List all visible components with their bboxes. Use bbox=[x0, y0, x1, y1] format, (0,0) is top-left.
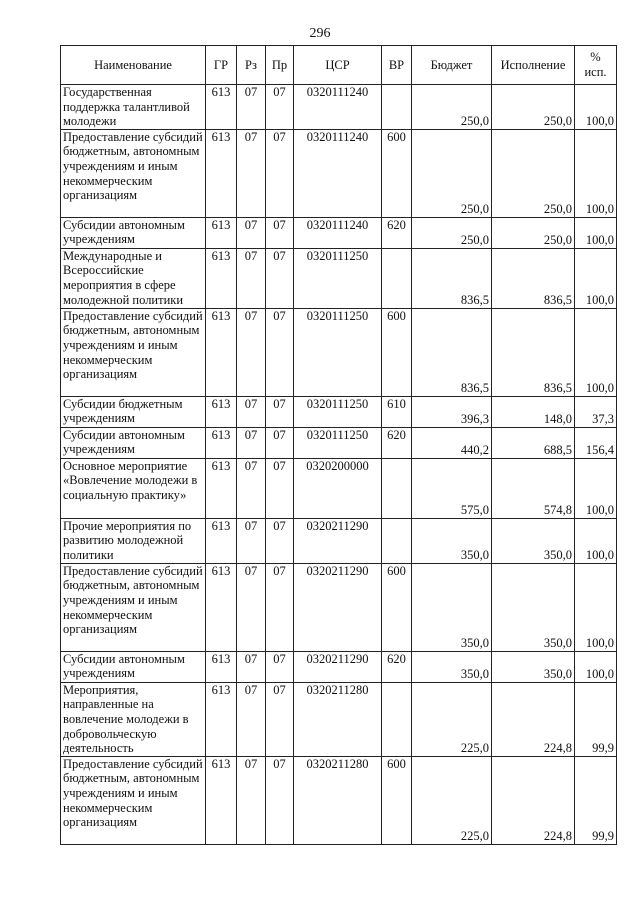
header-pr: Пр bbox=[266, 46, 294, 85]
row-pr: 07 bbox=[266, 396, 294, 427]
row-name: Государственная поддержка талантливой молодежи bbox=[61, 85, 206, 130]
row-pr: 07 bbox=[266, 85, 294, 130]
table-row bbox=[61, 518, 617, 563]
table-row bbox=[61, 396, 617, 427]
table-row bbox=[61, 427, 617, 458]
row-pr: 07 bbox=[266, 129, 294, 217]
row-vr: 600 bbox=[382, 308, 412, 396]
row-percent: 100,0 bbox=[575, 458, 617, 518]
row-percent: 100,0 bbox=[575, 651, 617, 682]
row-budget: 836,5 bbox=[412, 248, 492, 308]
row-percent: 100,0 bbox=[575, 217, 617, 248]
row-pr: 07 bbox=[266, 756, 294, 844]
table-row bbox=[61, 682, 617, 756]
row-execution: 350,0 bbox=[492, 518, 575, 563]
row-name: Основное мероприятие «Вовлечение молодежи в социальную практику» bbox=[61, 458, 206, 518]
row-name: Субсидии автономным учреждениям bbox=[61, 217, 206, 248]
row-vr bbox=[382, 682, 412, 756]
row-pr: 07 bbox=[266, 682, 294, 756]
table-row bbox=[61, 248, 617, 308]
header-row bbox=[61, 46, 617, 85]
row-vr: 620 bbox=[382, 651, 412, 682]
row-budget: 350,0 bbox=[412, 518, 492, 563]
row-budget: 440,2 bbox=[412, 427, 492, 458]
row-execution: 224,8 bbox=[492, 682, 575, 756]
row-budget: 836,5 bbox=[412, 308, 492, 396]
row-gr: 613 bbox=[206, 85, 237, 130]
row-name: Субсидии автономным учреждениям bbox=[61, 427, 206, 458]
row-vr bbox=[382, 248, 412, 308]
row-name: Предоставление субсидий бюджетным, автономным учреждениям и иным некоммерческим организациям bbox=[61, 756, 206, 844]
row-vr: 600 bbox=[382, 756, 412, 844]
row-vr: 620 bbox=[382, 427, 412, 458]
row-vr bbox=[382, 85, 412, 130]
row-percent: 37,3 bbox=[575, 396, 617, 427]
row-gr: 613 bbox=[206, 518, 237, 563]
header-name: Наименование bbox=[61, 46, 206, 85]
table-row bbox=[61, 308, 617, 396]
row-percent: 99,9 bbox=[575, 682, 617, 756]
row-csr: 0320111240 bbox=[294, 85, 382, 130]
table-row bbox=[61, 651, 617, 682]
table-row bbox=[61, 458, 617, 518]
row-percent: 99,9 bbox=[575, 756, 617, 844]
budget-table bbox=[60, 45, 617, 845]
row-rz: 07 bbox=[237, 85, 266, 130]
header-rz: Рз bbox=[237, 46, 266, 85]
row-gr: 613 bbox=[206, 563, 237, 651]
table-row bbox=[61, 217, 617, 248]
row-execution: 250,0 bbox=[492, 129, 575, 217]
row-gr: 613 bbox=[206, 396, 237, 427]
row-csr: 0320211290 bbox=[294, 563, 382, 651]
row-name: Субсидии автономным учреждениям bbox=[61, 651, 206, 682]
row-name: Субсидии бюджетным учреждениям bbox=[61, 396, 206, 427]
row-pr: 07 bbox=[266, 248, 294, 308]
table-row bbox=[61, 85, 617, 130]
row-percent: 100,0 bbox=[575, 308, 617, 396]
row-csr: 0320211290 bbox=[294, 651, 382, 682]
row-csr: 0320211290 bbox=[294, 518, 382, 563]
row-vr bbox=[382, 458, 412, 518]
row-gr: 613 bbox=[206, 248, 237, 308]
row-percent: 100,0 bbox=[575, 248, 617, 308]
row-pr: 07 bbox=[266, 217, 294, 248]
header-gr: ГР bbox=[206, 46, 237, 85]
row-rz: 07 bbox=[237, 756, 266, 844]
row-pr: 07 bbox=[266, 308, 294, 396]
row-budget: 250,0 bbox=[412, 129, 492, 217]
row-execution: 250,0 bbox=[492, 217, 575, 248]
row-csr: 0320111250 bbox=[294, 396, 382, 427]
row-gr: 613 bbox=[206, 651, 237, 682]
row-name: Прочие мероприятия по развитию молодежной политики bbox=[61, 518, 206, 563]
row-name: Международные и Всероссийские мероприятия в сфере молодежной политики bbox=[61, 248, 206, 308]
row-budget: 225,0 bbox=[412, 756, 492, 844]
row-rz: 07 bbox=[237, 682, 266, 756]
row-rz: 07 bbox=[237, 217, 266, 248]
row-execution: 836,5 bbox=[492, 248, 575, 308]
row-execution: 836,5 bbox=[492, 308, 575, 396]
row-pr: 07 bbox=[266, 651, 294, 682]
row-gr: 613 bbox=[206, 458, 237, 518]
header-percent bbox=[575, 46, 617, 85]
header-budget: Бюджет bbox=[412, 46, 492, 85]
row-csr: 0320111250 bbox=[294, 248, 382, 308]
row-csr: 0320111240 bbox=[294, 217, 382, 248]
row-csr: 0320111250 bbox=[294, 308, 382, 396]
row-execution: 350,0 bbox=[492, 563, 575, 651]
table-row bbox=[61, 756, 617, 844]
row-execution: 148,0 bbox=[492, 396, 575, 427]
row-budget: 396,3 bbox=[412, 396, 492, 427]
row-rz: 07 bbox=[237, 458, 266, 518]
row-vr: 600 bbox=[382, 129, 412, 217]
row-budget: 225,0 bbox=[412, 682, 492, 756]
row-percent: 156,4 bbox=[575, 427, 617, 458]
row-budget: 250,0 bbox=[412, 217, 492, 248]
row-csr: 0320111250 bbox=[294, 427, 382, 458]
header-csr: ЦСР bbox=[294, 46, 382, 85]
row-csr: 0320111240 bbox=[294, 129, 382, 217]
row-name: Предоставление субсидий бюджетным, автономным учреждениям и иным некоммерческим организациям bbox=[61, 563, 206, 651]
row-vr bbox=[382, 518, 412, 563]
row-gr: 613 bbox=[206, 129, 237, 217]
row-rz: 07 bbox=[237, 248, 266, 308]
row-execution: 250,0 bbox=[492, 85, 575, 130]
row-gr: 613 bbox=[206, 682, 237, 756]
row-rz: 07 bbox=[237, 427, 266, 458]
row-execution: 224,8 bbox=[492, 756, 575, 844]
row-percent: 100,0 bbox=[575, 85, 617, 130]
row-gr: 613 bbox=[206, 756, 237, 844]
row-vr: 600 bbox=[382, 563, 412, 651]
header-execution: Исполнение bbox=[492, 46, 575, 85]
row-csr: 0320211280 bbox=[294, 756, 382, 844]
row-rz: 07 bbox=[237, 563, 266, 651]
table-row bbox=[61, 129, 617, 217]
row-rz: 07 bbox=[237, 396, 266, 427]
row-budget: 350,0 bbox=[412, 651, 492, 682]
header-percent-sign: % bbox=[590, 50, 601, 65]
row-pr: 07 bbox=[266, 458, 294, 518]
row-execution: 574,8 bbox=[492, 458, 575, 518]
row-pr: 07 bbox=[266, 427, 294, 458]
row-percent: 100,0 bbox=[575, 563, 617, 651]
row-gr: 613 bbox=[206, 217, 237, 248]
row-rz: 07 bbox=[237, 651, 266, 682]
row-budget: 575,0 bbox=[412, 458, 492, 518]
row-budget: 350,0 bbox=[412, 563, 492, 651]
row-execution: 350,0 bbox=[492, 651, 575, 682]
row-csr: 0320211280 bbox=[294, 682, 382, 756]
header-vr: ВР bbox=[382, 46, 412, 85]
row-rz: 07 bbox=[237, 518, 266, 563]
row-percent: 100,0 bbox=[575, 129, 617, 217]
row-pr: 07 bbox=[266, 518, 294, 563]
row-name: Предоставление субсидий бюджетным, автономным учреждениям и иным некоммерческим организациям bbox=[61, 129, 206, 217]
header-percent-label: исп. bbox=[584, 65, 607, 79]
row-percent: 100,0 bbox=[575, 518, 617, 563]
row-rz: 07 bbox=[237, 308, 266, 396]
row-pr: 07 bbox=[266, 563, 294, 651]
row-vr: 620 bbox=[382, 217, 412, 248]
table-row bbox=[61, 563, 617, 651]
row-budget: 250,0 bbox=[412, 85, 492, 130]
row-name: Мероприятия, направленные на вовлечение молодежи в добровольческую деятельность bbox=[61, 682, 206, 756]
row-execution: 688,5 bbox=[492, 427, 575, 458]
row-gr: 613 bbox=[206, 427, 237, 458]
row-name: Предоставление субсидий бюджетным, автономным учреждениям и иным некоммерческим организациям bbox=[61, 308, 206, 396]
row-csr: 0320200000 bbox=[294, 458, 382, 518]
page-number: 296 bbox=[309, 26, 331, 41]
row-vr: 610 bbox=[382, 396, 412, 427]
row-rz: 07 bbox=[237, 129, 266, 217]
row-gr: 613 bbox=[206, 308, 237, 396]
